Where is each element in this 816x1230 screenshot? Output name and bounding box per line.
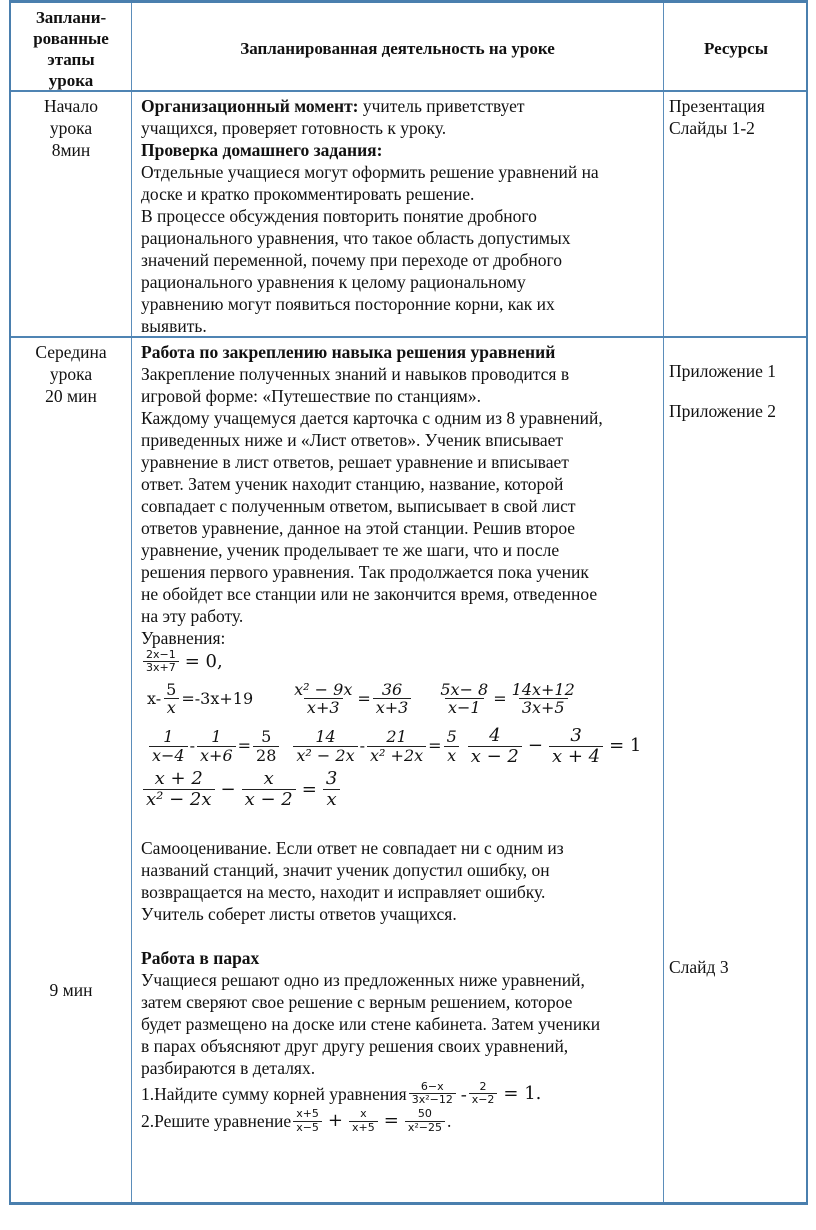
denominator: x²−25 [405, 1121, 445, 1135]
numerator: x² − 9x [294, 679, 353, 699]
activity-line: ответ. Затем ученик находит станцию, название, которой [141, 474, 564, 494]
operator: - [460, 1083, 467, 1104]
fraction [293, 1108, 322, 1134]
stage-start [11, 95, 131, 161]
activity-line: на эту работу. [141, 606, 244, 626]
task-1 [141, 1081, 661, 1107]
org-moment-text: учащихся, проверяет готовность к уроку. [141, 118, 447, 138]
resources-start [669, 95, 809, 139]
numerator: 6−x [420, 1079, 444, 1093]
denominator: x+6 [197, 746, 236, 765]
equations-row-1 [147, 681, 661, 718]
org-moment-text: учитель приветствует [358, 96, 525, 116]
stage-line: Середина [35, 342, 107, 362]
fraction [437, 681, 491, 718]
numerator: 3 [570, 724, 582, 746]
denominator: x−2 [469, 1093, 498, 1107]
header-stages-line: рованные [33, 29, 109, 48]
numerator: 2 [479, 1079, 487, 1093]
stage-line: 20 мин [45, 386, 97, 406]
pairs-line: в парах объясняют друг другу решения своих уравнений, [141, 1035, 569, 1056]
equation-4: $\frac{5x- 8}{x-1}$ = $\frac{14x+12}{3x+5}$ [435, 681, 579, 718]
denominator: x + 4 [549, 746, 603, 768]
numerator: 4 [489, 724, 501, 746]
activity-line: рационального уравнения к целому рациональному [141, 272, 526, 292]
operator: + [327, 1110, 344, 1132]
equation-2 [147, 681, 253, 718]
equation-rhs: =-3x+19 [181, 689, 254, 709]
resource-item: Презентация [669, 96, 765, 116]
activity-line: Закрепление полученных знаний и навыков проводится в [141, 364, 570, 384]
self-assessment-line: Учитель соберет листы ответов учащихся. [141, 903, 457, 924]
pairs-line: разбираются в деталях. [141, 1057, 316, 1078]
operator: − [527, 735, 543, 757]
numerator: x+5 [296, 1107, 319, 1121]
fraction [509, 681, 578, 718]
denominator: x − 2 [242, 789, 296, 811]
activity-title: Работа по закреплению навыка решения уравнений [141, 342, 556, 362]
numerator: 3 [325, 768, 338, 790]
denominator: x−4 [149, 746, 188, 765]
denominator: 28 [253, 746, 279, 765]
fraction [469, 1081, 498, 1107]
denominator: x² − 2x [293, 746, 357, 765]
numerator: 1 [163, 726, 174, 746]
fraction [253, 728, 279, 765]
activity-line: не обойдет все станции или не закончится время, отведенное [141, 584, 598, 604]
denominator: 3x+5 [519, 698, 568, 717]
stage-pairs-time: 9 мин [49, 980, 93, 1000]
equation-lhs: x- [147, 689, 162, 709]
self-assessment-line: Самооценивание. Если ответ не совпадает ни с одним из [141, 837, 564, 858]
equation-7 [466, 726, 646, 767]
task-2: 2.Решите уравнение $\frac{x+5}{x-5}$ + $\frac{x}{x+5}$ = $\frac{50}{\text{x²−25}}$ . [141, 1107, 452, 1134]
activity-line: рационального уравнения, что такое область допустимых [141, 228, 571, 248]
activity-line: игровой форме: «Путешествие по станциям». [141, 386, 481, 406]
numerator: 2x−1 [146, 648, 176, 661]
numerator: x [263, 768, 274, 790]
header-stages [11, 7, 131, 91]
denominator: x+3 [373, 698, 412, 717]
operator: - [189, 736, 196, 756]
operator: − [220, 778, 236, 800]
equation-8: $\frac{x + 2}{\text{x² − 2x}}$ − $\frac{x}{x - 2}$ = $\frac{3}{x}$ [141, 769, 661, 810]
fraction [444, 728, 460, 765]
fraction [405, 1108, 445, 1134]
activity-line: уравнение, ученик проделывает те же шаги, что и после [141, 540, 560, 560]
denominator: x [164, 698, 179, 717]
numerator: 5x− 8 [440, 679, 489, 699]
resource-item: Приложение 1 [669, 361, 777, 381]
fraction [143, 769, 215, 810]
org-moment [141, 95, 661, 117]
numerator: 14 [315, 726, 336, 746]
org-moment-title: Организационный момент: [141, 96, 359, 116]
denominator: x−1 [445, 698, 484, 717]
stage-line: Начало [44, 96, 98, 116]
lesson-plan-table [9, 0, 808, 1205]
header-stages-line: Заплани- [35, 8, 107, 27]
resource-item: Слайды 1-2 [669, 118, 755, 138]
numerator: x [360, 1107, 367, 1121]
task-label: 1.Найдите сумму корней уравнения [141, 1083, 407, 1104]
equation-6: $\frac{14}{\text{x² − 2x}}$ - $\frac{21}{\text{x² +2x}}$ = $\frac{5}{x}$ [291, 728, 461, 765]
header-activity: Запланированная деятельность на уроке [240, 39, 555, 58]
activity-line: Уравнения: [141, 628, 226, 648]
stage-middle [11, 341, 131, 407]
numerator: 36 [381, 679, 403, 699]
numerator: 5 [261, 726, 272, 746]
denominator: x [444, 746, 459, 765]
self-assessment-line: возвращается на место, находит и исправляет ошибку. [141, 881, 546, 902]
column-divider [663, 3, 664, 1202]
denominator: x − 2 [468, 746, 522, 768]
operator: - [359, 736, 366, 756]
equation-rhs: = 1 [609, 735, 642, 757]
fraction [323, 769, 340, 810]
equation-5: $\frac{1}{x-4}$ - $\frac{1}{x+6}$ = $\frac{5}{28}$ [147, 728, 281, 765]
numerator: 5 [446, 726, 457, 746]
fraction [163, 681, 179, 718]
fraction [549, 726, 603, 767]
denominator: x+5 [349, 1121, 378, 1135]
column-divider [131, 3, 132, 1202]
denominator: x−5 [293, 1121, 322, 1135]
resource-item: Приложение 2 [669, 401, 777, 421]
task-label: 2.Решите уравнение [141, 1111, 292, 1132]
stage-line: 8мин [51, 140, 91, 160]
activity-line: В процессе обсуждения повторить понятие дробного [141, 206, 537, 226]
numerator: 50 [417, 1107, 432, 1121]
fraction [293, 728, 357, 765]
fraction [373, 681, 412, 718]
denominator: x+3 [304, 698, 343, 717]
stage-line: урока [49, 118, 93, 138]
fraction [367, 728, 426, 765]
activity-line: ответов уравнение, данное на этой станции. Решив второе [141, 518, 576, 538]
activity-line: уравнению могут появиться посторонние корни, как их [141, 294, 555, 314]
numerator: 21 [386, 726, 407, 746]
equation-end: . [446, 1111, 452, 1132]
equation-1 [141, 649, 661, 675]
pairs-work-title: Работа в парах [141, 947, 260, 968]
activity-line: Каждому учащемуся дается карточка с одним из 8 уравнений, [141, 408, 603, 428]
equations-row-2 [147, 726, 661, 767]
fraction [197, 728, 236, 765]
denominator: 3x²−12 [409, 1093, 456, 1107]
fraction [349, 1108, 378, 1134]
numerator: 5 [166, 679, 177, 699]
activity-line: приведенных ниже и «Лист ответов». Ученик вписывает [141, 430, 564, 450]
pairs-line: будет размещено на доске или стене кабинета. Затем ученики [141, 1013, 601, 1034]
stage-line: урока [49, 364, 93, 384]
header-stages-line: урока [48, 71, 94, 90]
self-assessment-line: названий станций, значит ученик допустил ошибку, он [141, 859, 550, 880]
resources-middle [669, 360, 809, 422]
denominator: x² +2x [367, 746, 426, 765]
denominator: 3x+7 [143, 661, 179, 675]
homework-title: Проверка домашнего задания: [141, 140, 383, 160]
activity-middle [141, 341, 661, 1134]
activity-line: доске и кратко прокомментировать решение. [141, 184, 475, 204]
denominator: x² − 2x [143, 789, 215, 811]
fraction [468, 726, 522, 767]
activity-line: уравнение в лист ответов, решает уравнение и вписывает [141, 452, 569, 472]
header-stages-line: этапы [47, 50, 95, 69]
pairs-line: затем сверяют свое решение с верным решением, которое [141, 991, 573, 1012]
pairs-line: Учащиеся решают одно из предложенных ниже уравнений, [141, 969, 585, 990]
activity-line: выявить. [141, 316, 207, 336]
fraction [149, 728, 188, 765]
equation-3: $\frac{\text{x² − 9x}}{x+3}$ = $\frac{36}{x+3}$ [289, 681, 413, 718]
activity-line: решения первого уравнения. Так продолжается пока ученик [141, 562, 589, 582]
activity-start [141, 95, 661, 337]
header-resources: Ресурсы [703, 39, 768, 58]
activity-line: совпадает с полученным ответом, выписывает в свой лист [141, 496, 576, 516]
numerator: x + 2 [154, 768, 203, 790]
denominator: x [323, 789, 339, 811]
fraction [143, 649, 179, 675]
numerator: 1 [211, 726, 222, 746]
activity-line: Отдельные учащиеся могут оформить решение уравнений на [141, 162, 599, 182]
fraction [409, 1081, 456, 1107]
fraction [242, 769, 296, 810]
fraction [291, 681, 355, 718]
resources-pairs: Слайд 3 [669, 957, 729, 977]
numerator: 14x+12 [511, 679, 575, 699]
activity-line: значений переменной, почему при переходе от дробного [141, 250, 563, 270]
equation-rhs: = 0, [184, 650, 223, 672]
equation-rhs: = 1. [503, 1082, 542, 1104]
